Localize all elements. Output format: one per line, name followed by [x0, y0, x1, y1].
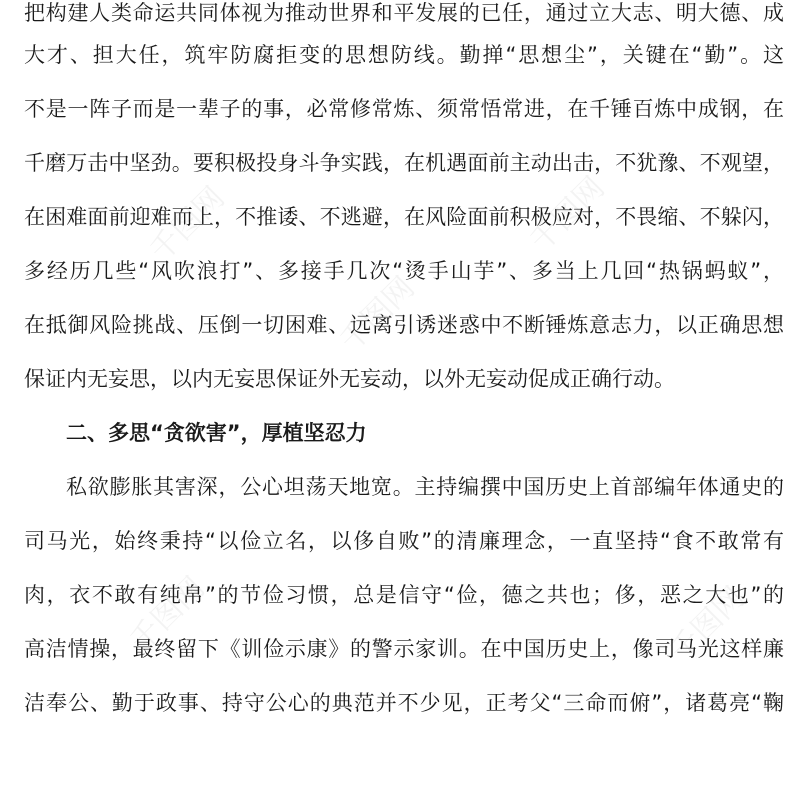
watermark: 千图网	[663, 580, 752, 669]
watermark: 千图网	[523, 170, 612, 259]
watermark: 千图网	[143, 180, 232, 269]
watermark: 千图网	[123, 570, 212, 659]
paragraph-line: 在困难面前迎难而上，不推诿、不逃避，在风险面前积极应对，不畏缩、不躲闪，	[24, 205, 784, 229]
paragraph-line: 千磨万击中坚劲。要积极投身斗争实践，在机遇面前主动出击，不犹豫、不观望，	[24, 151, 784, 175]
paragraph-line: 保证内无妄思，以内无妄思保证外无妄动，以外无妄动促成正确行动。	[24, 367, 675, 391]
paragraph-line: 在抵御风险挑战、压倒一切困难、远离引诱迷惑中不断锤炼意志力，以正确思想	[24, 313, 784, 337]
paragraph-line: 司马光，始终秉持“以俭立名，以侈自败”的清廉理念，一直坚持“食不敢常有	[24, 529, 784, 553]
paragraph-line: 多经历几些“风吹浪打”、多接手几次“烫手山芋”、多当上几回“热锅蚂蚁”，	[24, 259, 784, 283]
paragraph-line: 高洁情操，最终留下《训俭示康》的警示家训。在中国历史上，像司马光这样廉	[24, 637, 784, 661]
paragraph-line: 私欲膨胀其害深，公心坦荡天地宽。主持编撰中国历史上首部编年体通史的	[66, 475, 784, 499]
paragraph-line: 不是一阵子而是一辈子的事，必常修常炼、须常悟常进，在千锤百炼中成钢，在	[24, 97, 784, 121]
section-heading: 二、多思“贪欲害”，厚植坚忍力	[66, 421, 367, 445]
paragraph-line: 大才、担大任，筑牢防腐拒变的思想防线。勤掸“思想尘”，关键在“勤”。这	[24, 43, 784, 67]
paragraph-line: 洁奉公、勤于政事、持守公心的典范并不少见，正考父“三命而俯”，诸葛亮“鞠	[24, 691, 784, 715]
watermark: 千图网	[333, 270, 422, 359]
paragraph-line: 肉，衣不敢有纯帛”的节俭习惯，总是信守“俭，德之共也；侈，恶之大也”的	[24, 583, 784, 607]
paragraph-line: 把构建人类命运共同体视为推动世界和平发展的已任，通过立大志、明大德、成	[24, 1, 784, 25]
